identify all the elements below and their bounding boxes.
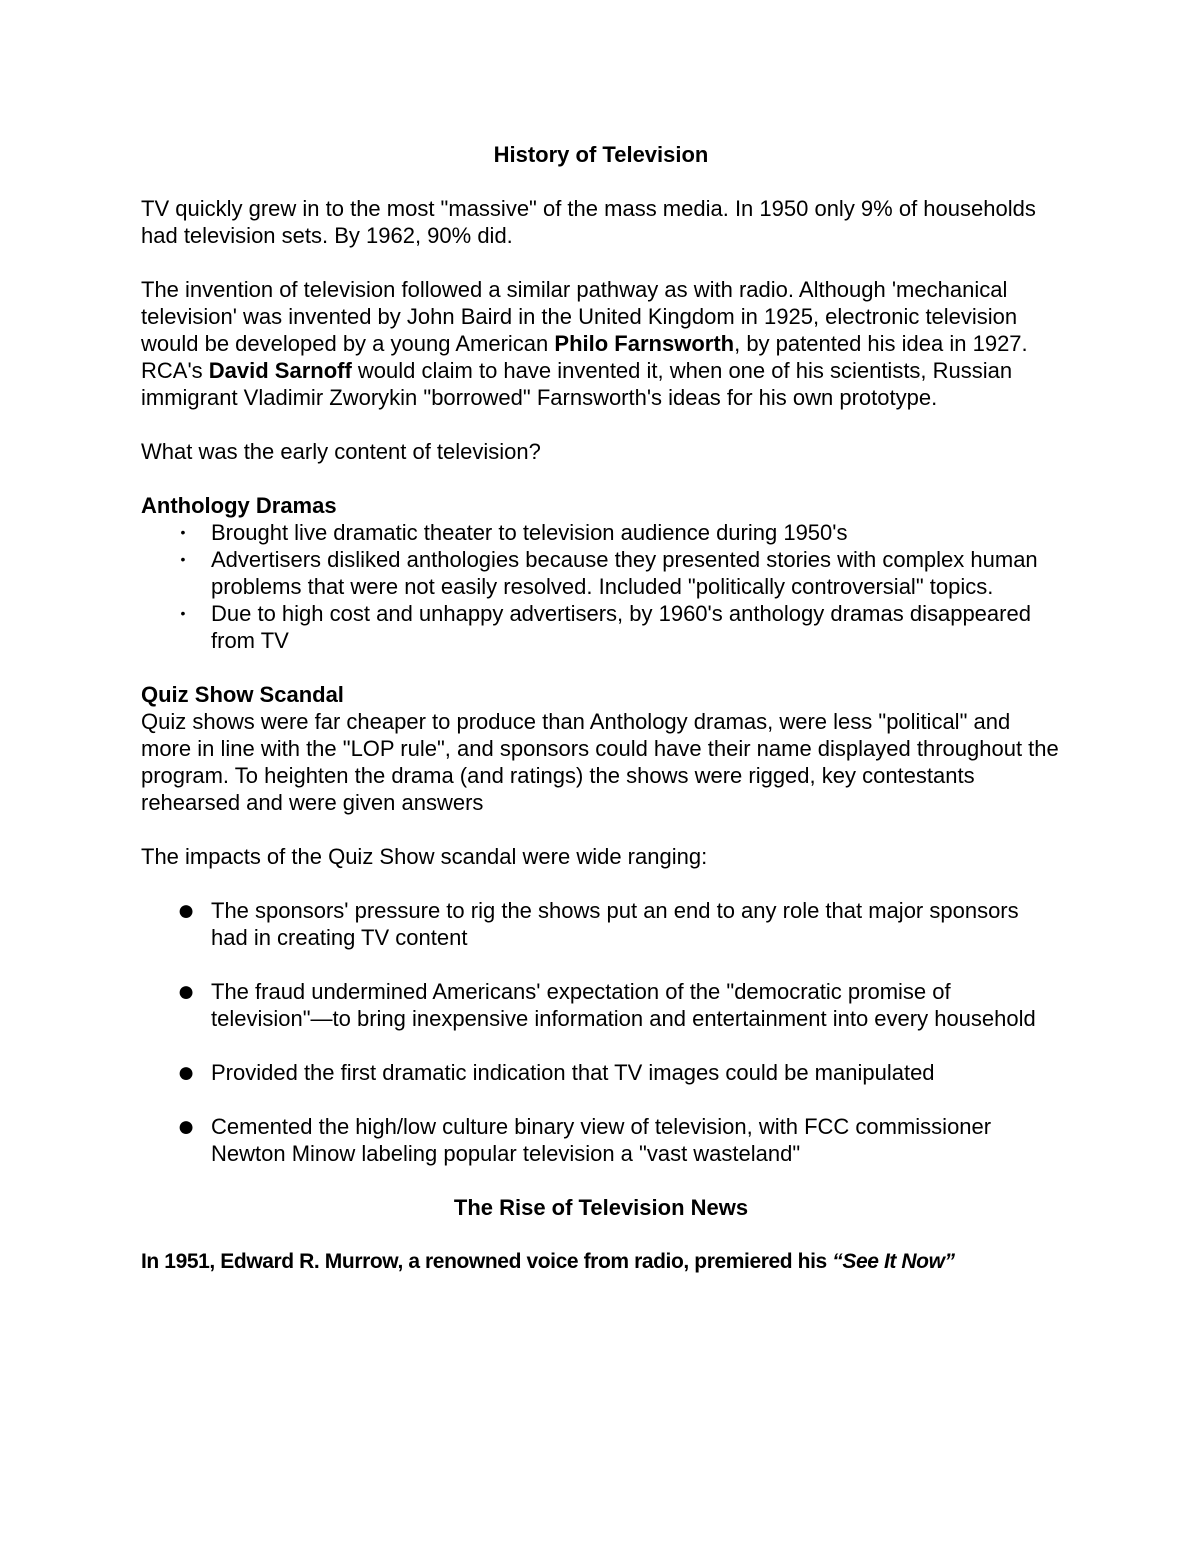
impacts-intro: The impacts of the Quiz Show scandal were wide ranging: [141,844,708,869]
invention-paragraph [141,276,1061,411]
bullet-icon: ● [177,975,196,1008]
bullet-icon: ● [177,1110,196,1143]
document-body [141,141,1061,1275]
list-item [141,1110,1061,1167]
quiz-paragraph: Quiz shows were far cheaper to produce than Anthology dramas, were less "political" and more in line with the "LOP rule", and sponsors could have their name displayed throughout the program. To heighten the drama (and ratings) the shows were rigged, key contestants rehearsed and were given answers [141,709,1059,815]
list-item-text: Cemented the high/low culture binary view of television, with FCC commissioner Newton Minow labeling popular television a "vast wasteland" [211,1114,992,1166]
bullet-icon: ● [177,894,196,927]
bullet-icon: ● [177,1056,196,1089]
list-item-text: The sponsors' pressure to rig the shows put an end to any role that major sponsors had in creating TV content [211,898,1019,950]
quiz-heading: Quiz Show Scandal [141,682,344,707]
early-content-question: What was the early content of television? [141,439,541,464]
news-paragraph [141,1248,1061,1275]
farnsworth-name: Philo Farnsworth [554,331,735,356]
intro-paragraph: TV quickly grew in to the most "massive" of the mass media. In 1950 only 9% of households had television sets. By 1962, 90% did. [141,196,1036,248]
list-item [141,600,1061,654]
page-title: History of Television [493,142,709,167]
news-text: In 1951, Edward R. Murrow, a renowned voice from radio, premiered his [141,1250,833,1273]
invention-text-2: , by patented his idea in 1927. RCA's [141,331,1028,383]
list-item-text: Due to high cost and unhappy advertisers, by 1960's anthology dramas disappeared from TV [211,601,1031,653]
bullet-icon: • [180,551,186,567]
invention-text-1: The invention of television followed a similar pathway as with radio. Although 'mechanical television' was invented by John Baird in the United Kingdom in 1925, electronic television would be developed by a young American [141,277,1018,356]
list-item [141,546,1061,600]
list-item-text: Advertisers disliked anthologies because they presented stories with complex human problems that were not easily resolved. Included "politically controversial" topics. [211,547,1038,599]
bullet-icon: • [180,524,186,540]
list-item-text: Provided the first dramatic indication that TV images could be manipulated [211,1060,935,1085]
list-item-text: Brought live dramatic theater to television audience during 1950's [211,520,848,545]
anthology-heading: Anthology Dramas [141,493,337,518]
list-item [141,975,1061,1032]
impacts-list [141,894,1061,1167]
see-it-now-title: “See It Now” [832,1250,955,1273]
list-item-text: The fraud undermined Americans' expectation of the "democratic promise of television"—to bring inexpensive information and entertainment into every household [211,979,1036,1031]
anthology-list [141,519,1061,654]
invention-text-3: would claim to have invented it, when one of his scientists, Russian immigrant Vladimir Zworykin "borrowed" Farnsworth's ideas for his own prototype. [141,358,1013,410]
bullet-icon: • [180,605,186,621]
list-item [141,1056,1061,1089]
news-heading: The Rise of Television News [453,1195,749,1220]
list-item [141,519,1061,546]
list-item [141,894,1061,951]
sarnoff-name: David Sarnoff [208,358,352,383]
